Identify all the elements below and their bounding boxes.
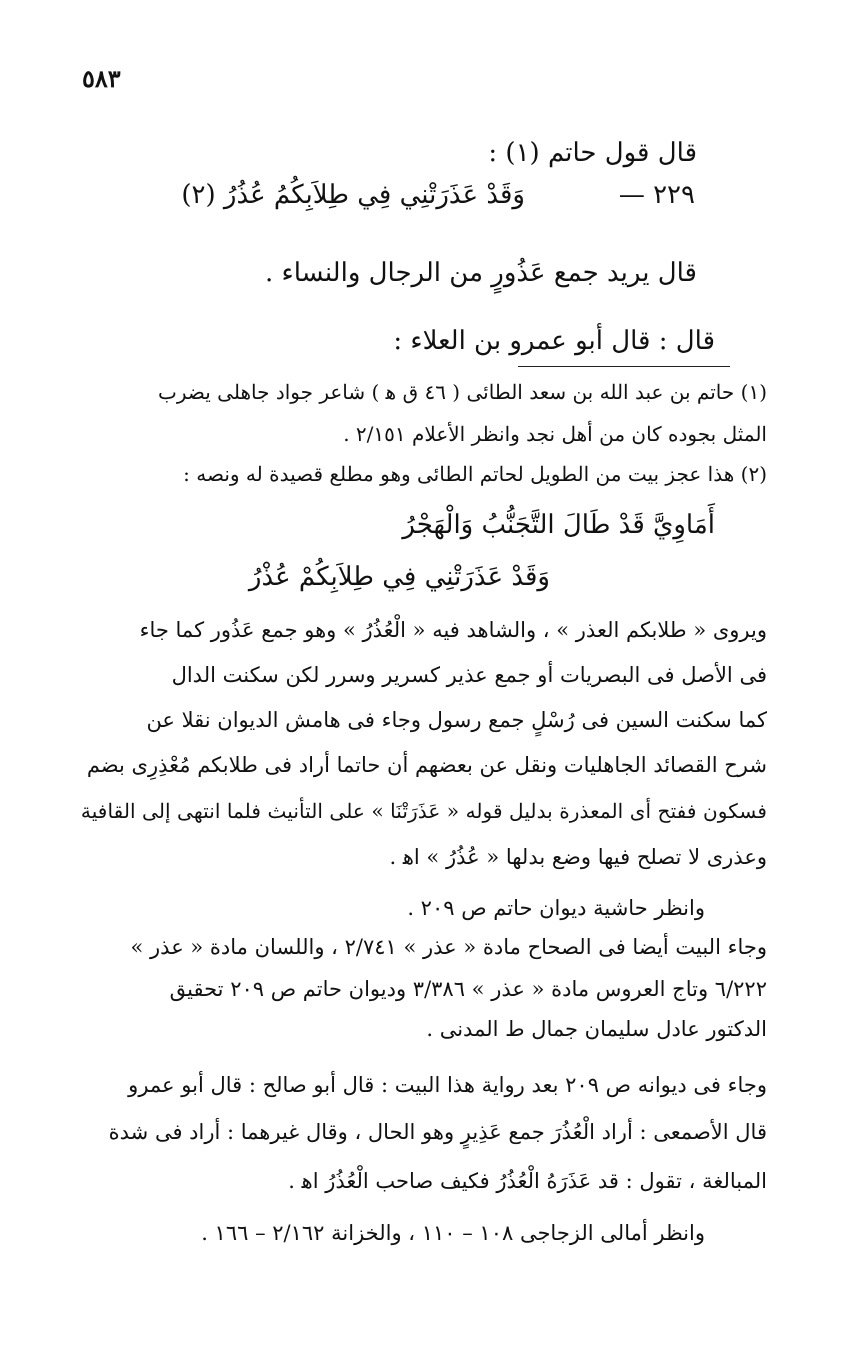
commentary-line: ويروى « طلابكم العذر » ، والشاهد فيه « الْعُذُرُ » وهو جمع عَذُور كما جاء <box>139 618 767 642</box>
commentary-line: المبالغة ، تقول : قد عَذَرَهُ الْعُذُرُ فكيف صاحب الْعُذُرُ اﻫ . <box>288 1169 767 1193</box>
commentary-line: وجاء البيت أيضا فى الصحاح مادة « عذر » ٢/٧٤١ ، واللسان مادة « عذر » <box>130 935 767 959</box>
commentary-line: شرح القصائد الجاهليات ونقل عن بعضهم أن حاتما أراد فى طلابكم مُعْذِرِى بضم <box>86 753 767 777</box>
poem-hemistich-2: وَقَدْ عَذَرَتْنِي فِي طِلاَبِكُمْ عُذْرُ <box>248 562 550 592</box>
intro-line: قال قول حاتم (١) : <box>488 138 697 168</box>
verse-number: ٢٢٩ — <box>618 180 695 210</box>
commentary-line: وانظر حاشية ديوان حاتم ص ٢٠٩ . <box>407 896 705 920</box>
commentary-line: وانظر أمالى الزجاجى ١٠٨ – ١١٠ ، والخزانة ٢/١٦٢ – ١٦٦ . <box>201 1221 705 1245</box>
footnote-separator <box>518 366 730 367</box>
attribution-line: قال : قال أبو عمرو بن العلاء : <box>393 326 715 356</box>
commentary-line: فسكون ففتح أى المعذرة بدليل قوله « عَذَرَتْنَا » على التأنيث فلما انتهى إلى القافية <box>80 799 767 823</box>
footnote-1-line-1: (١) حاتم بن عبد الله بن سعد الطائى ( ٤٦ ق ﻫ ) شاعر جواد جاهلى يضرب <box>158 380 767 404</box>
footnote-2-line: (٢) هذا عجز بيت من الطويل لحاتم الطائى وهو مطلع قصيدة له ونصه : <box>183 462 767 486</box>
commentary-line: وعذرى لا تصلح فيها وضع بدلها « عُذُرُ » اﻫ . <box>389 845 767 869</box>
poem-hemistich-1: أَمَاوِيَّ قَدْ طَالَ التَّجَنُّبُ وَالْهَجْرُ <box>402 510 715 540</box>
page-number: ٥٨٣ <box>82 64 121 93</box>
verse-text: وَقَدْ عَذَرَتْنِي فِي طِلاَبِكُمُ عُذُرُ (٢) <box>181 180 525 210</box>
commentary-line: فى الأصل فى البصريات أو جمع عذير كسرير وسرر لكن سكنت الدال <box>171 663 767 687</box>
commentary-line: الدكتور عادل سليمان جمال ط المدنى . <box>426 1017 767 1041</box>
commentary-line: وجاء فى ديوانه ص ٢٠٩ بعد رواية هذا البيت : قال أبو صالح : قال أبو عمرو <box>128 1073 767 1097</box>
commentary-line: قال الأصمعى : أراد الْعُذُرَ جمع عَذِيرٍ وهو الحال ، وقال غيرهما : أراد فى شدة <box>108 1120 767 1144</box>
footnote-1-line-2: المثل بجوده كان من أهل نجد وانظر الأعلام ٢/١٥١ . <box>343 422 767 446</box>
commentary-line: ٦/٢٢٢ وتاج العروس مادة « عذر » ٣/٣٨٦ وديوان حاتم ص ٢٠٩ تحقيق <box>169 977 767 1001</box>
commentary-line: كما سكنت السين فى رُسْلٍ جمع رسول وجاء فى هامش الديوان نقلا عن <box>146 708 767 732</box>
explanation-line: قال يريد جمع عَذُورٍ من الرجال والنساء . <box>264 258 697 288</box>
